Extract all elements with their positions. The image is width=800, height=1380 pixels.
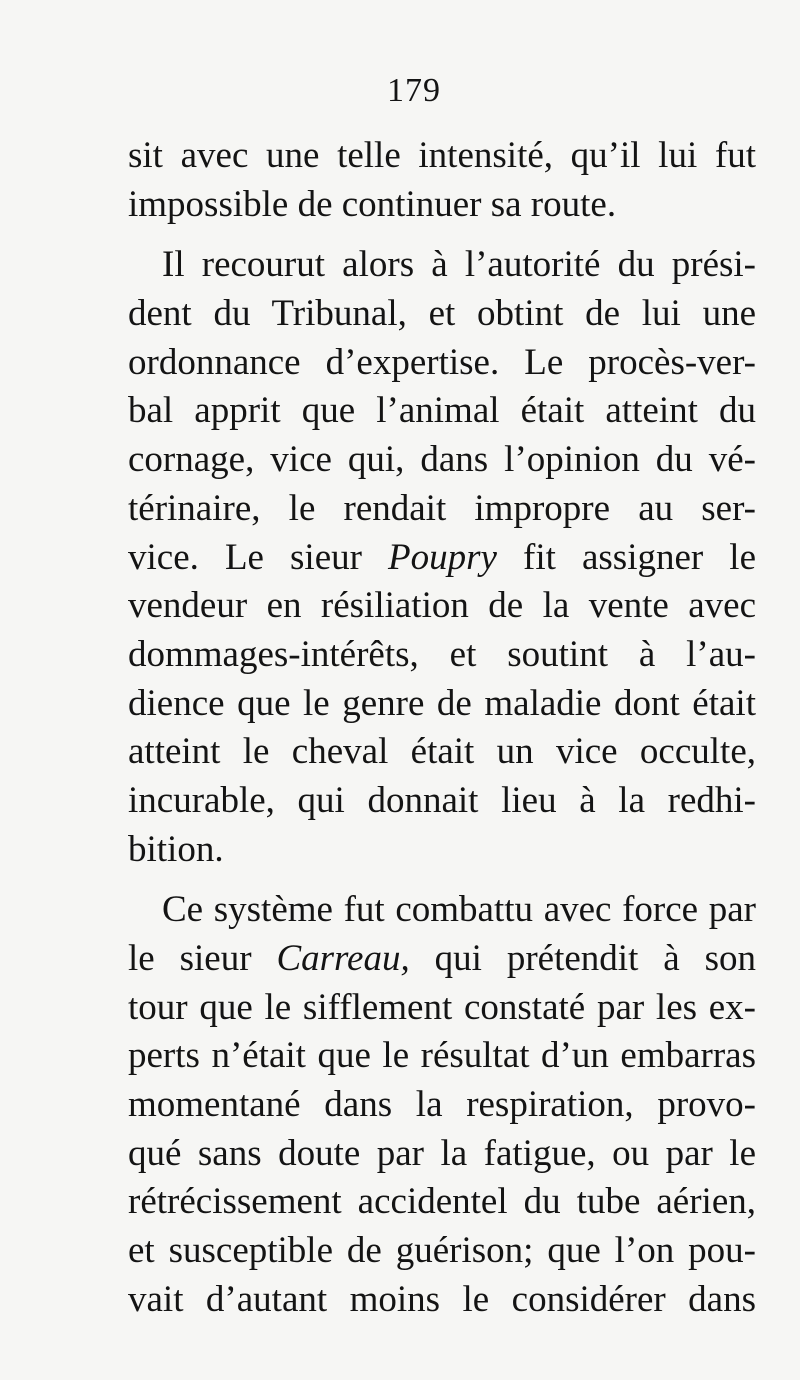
page-number: 179 <box>387 72 441 109</box>
text-line: qué sans doute par la fatigue, ou par le <box>128 1132 756 1174</box>
text-line: vendeur en résiliation de la vente avec <box>128 585 756 627</box>
paragraph-3 <box>128 886 756 1324</box>
text-line: vait d’autant moins le considérer dans <box>128 1278 756 1320</box>
italic-name: Carreau, <box>276 938 410 979</box>
text-line: dience que le genre de maladie dont était <box>128 682 756 724</box>
text-line: ordonnance d’expertise. Le procès-ver- <box>128 341 756 383</box>
text-line: Ce système fut combattu avec force par <box>162 889 756 931</box>
text-line: impossible de continuer sa route. <box>128 183 617 225</box>
paragraph-spacing <box>128 229 756 241</box>
text-segment: vice. Le sieur <box>128 536 389 578</box>
text-line: tour que le sifflement constaté par les ex- <box>128 986 756 1028</box>
text-line: bal apprit que l’animal était atteint du <box>128 390 756 432</box>
text-line: momentané dans la respiration, provo- <box>128 1084 756 1126</box>
text-line: bition. <box>128 828 224 870</box>
text-line-with-italic-name <box>128 935 756 984</box>
paragraph-2 <box>128 241 756 874</box>
text-line: et susceptible de guérison; que l’on pou- <box>128 1230 756 1272</box>
text-line: dommages-intérêts, et soutint à l’au- <box>128 633 756 675</box>
italic-name: Poupry <box>388 536 497 578</box>
text-line: perts n’était que le résultat d’un embarras <box>128 1035 756 1077</box>
text-segment: qui prétendit à son <box>409 938 756 979</box>
text-line: incurable, qui donnait lieu à la redhi- <box>128 779 756 821</box>
text-segment: le sieur <box>128 938 277 979</box>
text-line: Il recourut alors à l’autorité du prési- <box>162 244 756 286</box>
text-line: sit avec une telle intensité, qu’il lui fut <box>128 135 756 176</box>
paragraph-1 <box>128 132 756 229</box>
text-line: térinaire, le rendait impropre au ser- <box>128 487 756 529</box>
text-line: dent du Tribunal, et obtint de lui une <box>128 293 756 335</box>
text-line: atteint le cheval était un vice occulte, <box>128 731 756 773</box>
text-line: cornage, vice qui, dans l’opinion du vé- <box>128 439 756 481</box>
text-line-with-italic-name <box>128 534 756 583</box>
text-line: rétrécissement accidentel du tube aérien, <box>128 1181 756 1223</box>
text-segment: fit assigner le <box>496 536 756 578</box>
body-text <box>128 132 756 1325</box>
paragraph-spacing <box>128 874 756 886</box>
